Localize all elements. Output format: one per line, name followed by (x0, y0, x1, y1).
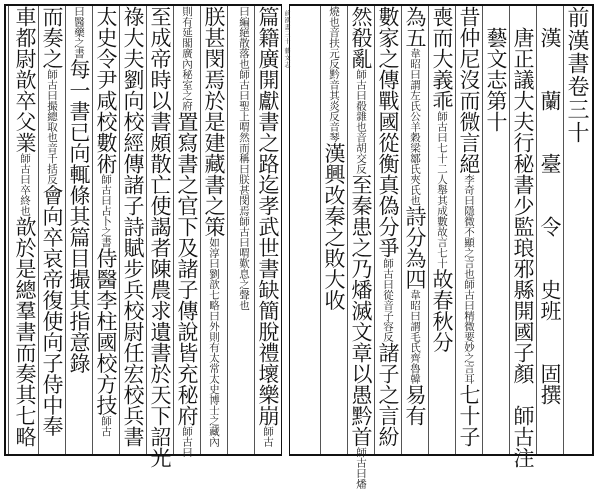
main-text: 七十子 (457, 384, 481, 447)
text-column (173, 6, 200, 458)
main-text: 數家之傳戰國從衡真偽分爭 (376, 6, 400, 258)
text-column (374, 6, 401, 454)
main-text: 前漢書卷三十 (564, 6, 589, 144)
annotation-text: 師古曰七十二人舉其成數故言七十 (436, 111, 448, 269)
text-column (38, 6, 65, 454)
main-text: 太史令尹咸校數術 (94, 6, 118, 174)
main-text: 漢興改秦之敗大收 (322, 142, 346, 311)
main-text: 易有 (403, 384, 427, 426)
main-text: 詩分為四 (403, 205, 427, 290)
main-text: 諸子之言紛 (376, 342, 400, 447)
annotation-text: 師古曰 (181, 426, 193, 458)
text-column (563, 6, 590, 454)
main-text: 侍醫李柱國校方技 (94, 247, 118, 416)
main-text: 朕甚閔焉於是建藏書之策 (202, 6, 226, 237)
annotation-text: 師古 (262, 426, 274, 447)
main-text: 藝文志第十 (484, 6, 508, 132)
text-column (292, 6, 319, 454)
annotation-text: 師古 (100, 415, 112, 437)
main-text: 故春秋分 (430, 268, 454, 353)
text-column (146, 6, 173, 468)
text-column (509, 6, 536, 468)
gutter-label: 前漢書三十 藝文志 (283, 10, 290, 69)
main-text: 喪而大義乖 (430, 6, 454, 111)
annotation-text: 韋昭曰謂毛氏齊魯韓 (409, 289, 421, 384)
main-text: 車都尉歆卒父業 (13, 6, 37, 153)
text-column (119, 6, 146, 454)
annotation-text: 師古曰卒終也 (19, 153, 31, 216)
annotation-text: 師古曰殽雜也音胡交反 (355, 69, 367, 174)
text-column (401, 6, 428, 454)
text-column (254, 6, 281, 454)
main-text: 為五 (403, 6, 427, 48)
center-gutter (281, 4, 290, 456)
annotation-text: 燒也音扶元反黔音其炎反音琴 (328, 6, 340, 143)
main-text: 漢 蘭 臺 令 史班 固撰 (538, 6, 562, 405)
text-column (482, 6, 509, 454)
text-column (65, 6, 92, 454)
text-column (8, 6, 38, 454)
annotation-text: 師古曰喟歎息之聲也 (238, 216, 250, 311)
main-text: 每一書已向輒條其篇目撮其指意錄 (67, 58, 91, 374)
main-text: 祿大夫劉向校經傳諸子詩賦步兵校尉任宏校兵書 (121, 6, 145, 447)
annotation-text: 師古曰燔 (355, 447, 367, 489)
text-column (200, 6, 227, 454)
text-column (92, 6, 119, 454)
text-column (227, 6, 254, 454)
annotation-text: 則有延閣廣內秘室之府 (181, 6, 193, 111)
text-column (347, 6, 374, 489)
main-text: 唐正議大夫行秘書少監琅邪縣開國子顏 師古注 (511, 6, 535, 468)
text-column (455, 6, 482, 454)
annotation-text: 師古曰從音子容反 (382, 258, 394, 342)
main-text: 而奏之 (40, 6, 64, 69)
main-text: 篇籍廣開獻書之路迄孝武世書缺簡脫禮壞樂崩 (256, 6, 280, 426)
annotation-text: 如淳曰劉歆七略曰外則有太常太史博士之藏內 (208, 237, 220, 447)
annotation-text: 曰編絕散落也師古曰聖上喟然而稱曰朕甚閔焉 (238, 6, 250, 216)
main-text: 置寫書之官下及諸子傳說皆充秘府 (175, 111, 199, 426)
text-column (320, 6, 347, 454)
main-text: 歆於是總羣書而奏其七略 (13, 216, 37, 447)
main-text: 至成帝時以書頗散亡使謁者陳農求遺書於天下詔光 (148, 6, 172, 468)
annotation-text: 李奇曰隱微不顯之言也師古曰精微要妙之言耳 (463, 174, 475, 384)
text-column (428, 6, 455, 454)
annotation-text: 曰醫藥之書 (73, 6, 85, 59)
annotation-text: 師古曰占卜之書 (100, 174, 112, 248)
annotation-text: 師古曰撮總取也音千括反 (46, 69, 58, 185)
main-text: 昔仲尼沒而微言絕 (457, 6, 481, 174)
main-text: 至秦患之乃燔滅文章以愚黔首 (349, 174, 373, 447)
text-column (536, 6, 563, 454)
main-text: 會向卒哀帝復使向子侍中奉 (40, 184, 64, 437)
main-text: 然殽亂 (349, 6, 373, 69)
annotation-text: 韋昭曰謂左氏公羊穀梁鄒氏夾氏也 (409, 48, 421, 206)
